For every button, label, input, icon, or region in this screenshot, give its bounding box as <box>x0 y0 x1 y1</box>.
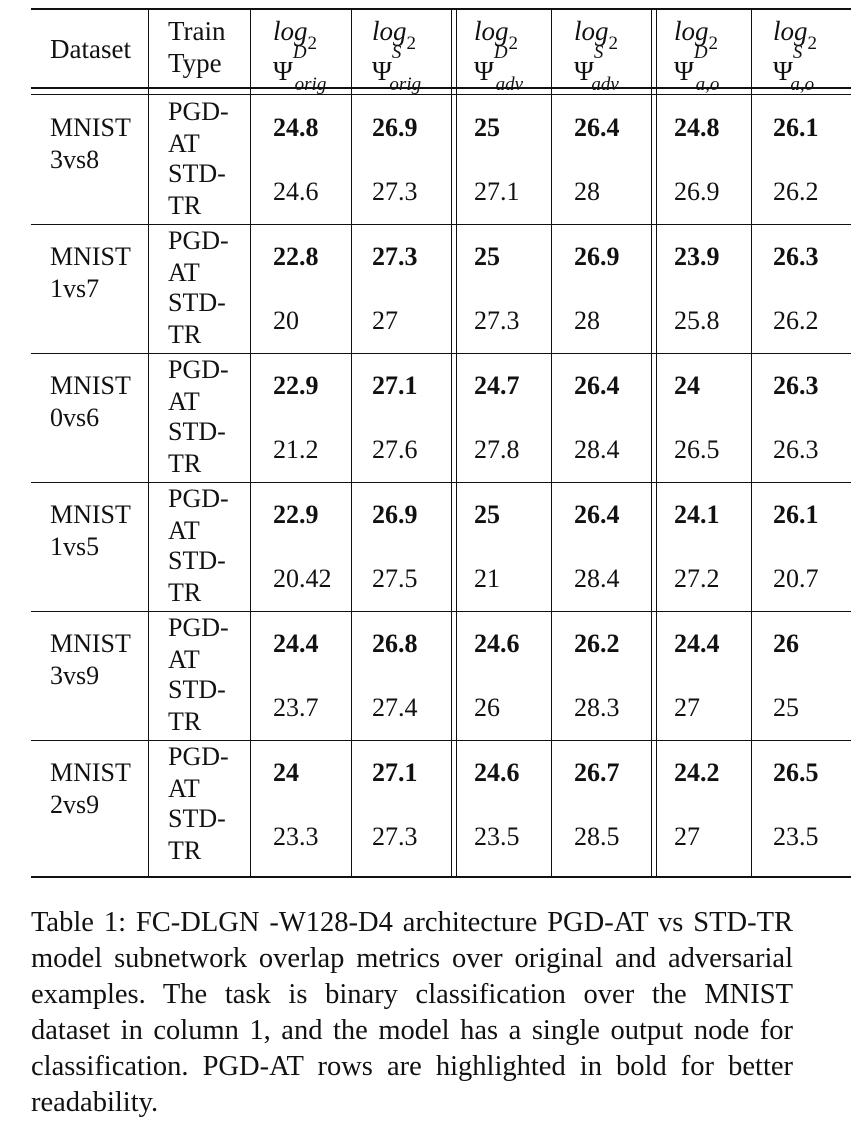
log-text: log <box>372 16 407 46</box>
std-value: 21 <box>474 564 500 593</box>
std-value: 26.3 <box>773 435 819 464</box>
std-value: 27 <box>674 822 700 851</box>
column-divider <box>148 8 149 878</box>
psi-symbol: Ψ <box>372 56 392 86</box>
pgd-value: 26.4 <box>574 500 620 529</box>
metric-subscript: a,o <box>695 74 720 96</box>
header-dataset: Dataset <box>50 34 131 64</box>
train-type-pgd: PGD- <box>168 742 229 771</box>
metric-subscript: a,o <box>790 74 815 96</box>
std-value: 27.3 <box>372 177 418 206</box>
top-rule <box>31 8 851 10</box>
metric-subscript: orig <box>389 74 422 96</box>
std-value: 28.4 <box>574 435 620 464</box>
dataset-name: MNIST <box>50 113 131 142</box>
metric-superscript: D <box>493 42 508 63</box>
pgd-value: 26.5 <box>773 758 819 787</box>
header-psi-metric <box>372 42 422 96</box>
dataset-name: MNIST <box>50 629 131 658</box>
train-type-std: STD- <box>168 417 226 446</box>
header-psi-metric <box>574 42 619 96</box>
group-divider <box>31 482 851 483</box>
column-divider <box>751 8 752 878</box>
std-value: 28.4 <box>574 564 620 593</box>
pgd-value: 24 <box>674 371 700 400</box>
train-type-std: TR <box>168 707 202 736</box>
pgd-value: 26.1 <box>773 113 819 142</box>
train-type-pgd: AT <box>168 129 200 158</box>
pgd-value: 26.9 <box>574 242 620 271</box>
std-value: 27.2 <box>674 564 720 593</box>
dataset-name: MNIST <box>50 500 131 529</box>
dataset-pair: 1vs7 <box>50 274 100 303</box>
pgd-value: 26.9 <box>372 500 418 529</box>
header-rule <box>31 87 851 89</box>
std-value: 27.1 <box>474 177 520 206</box>
group-divider <box>31 740 851 741</box>
pgd-value: 27.3 <box>372 242 418 271</box>
pgd-value: 22.9 <box>273 371 319 400</box>
train-type-std: TR <box>168 320 202 349</box>
train-type-pgd: AT <box>168 645 200 674</box>
header-psi-metric <box>674 42 720 96</box>
metric-superscript: D <box>292 42 307 63</box>
train-type-pgd: PGD- <box>168 484 229 513</box>
pgd-value: 25 <box>474 113 500 142</box>
psi-symbol: Ψ <box>574 56 594 86</box>
pgd-value: 22.9 <box>273 500 319 529</box>
header-psi-metric <box>474 42 524 96</box>
header-psi-metric <box>273 42 327 96</box>
pgd-value: 24.7 <box>474 371 520 400</box>
column-divider <box>656 8 657 878</box>
log-base: 2 <box>708 33 719 55</box>
std-value: 27.3 <box>372 822 418 851</box>
train-type-std: TR <box>168 191 202 220</box>
group-divider <box>31 224 851 225</box>
log-text: log <box>474 16 509 46</box>
pgd-value: 26.3 <box>773 371 819 400</box>
column-divider <box>250 8 251 878</box>
std-value: 25 <box>773 693 799 722</box>
group-divider <box>31 611 851 612</box>
std-value: 28 <box>574 177 600 206</box>
train-type-pgd: PGD- <box>168 613 229 642</box>
column-divider <box>651 8 652 878</box>
pgd-value: 26.8 <box>372 629 418 658</box>
std-value: 26.2 <box>773 177 819 206</box>
std-value: 20.7 <box>773 564 819 593</box>
pgd-value: 26.2 <box>574 629 620 658</box>
std-value: 27.5 <box>372 564 418 593</box>
std-value: 23.5 <box>773 822 819 851</box>
psi-symbol: Ψ <box>474 56 494 86</box>
header-train-type: Train <box>168 16 226 46</box>
std-value: 26.9 <box>674 177 720 206</box>
log-base: 2 <box>608 33 619 55</box>
pgd-value: 24 <box>273 758 299 787</box>
log-text: log <box>674 16 709 46</box>
log-text: log <box>574 16 609 46</box>
table-caption: Table 1: FC-DLGN -W128-D4 architecture PGD-AT vs STD-TR model subnetwork overlap metrics over original and adversarial examples. The task is binary classification over the MNIST dataset in column 1, and the model has a single output node for classification. PGD-AT rows are highlighted in bold for better readability. <box>31 907 793 1118</box>
log-base: 2 <box>307 33 318 55</box>
train-type-std: TR <box>168 449 202 478</box>
log-text: log <box>273 16 308 46</box>
pgd-value: 26.7 <box>574 758 620 787</box>
pgd-value: 25 <box>474 242 500 271</box>
dataset-pair: 1vs5 <box>50 532 100 561</box>
std-value: 24.6 <box>273 177 319 206</box>
dataset-pair: 0vs6 <box>50 403 100 432</box>
psi-symbol: Ψ <box>273 56 293 86</box>
header-psi-metric <box>773 42 815 96</box>
log-base: 2 <box>807 33 818 55</box>
std-value: 27.8 <box>474 435 520 464</box>
pgd-value: 23.9 <box>674 242 720 271</box>
std-value: 25.8 <box>674 306 720 335</box>
std-value: 27.4 <box>372 693 418 722</box>
train-type-pgd: AT <box>168 258 200 287</box>
train-type-pgd: AT <box>168 516 200 545</box>
column-divider <box>451 8 452 878</box>
dataset-name: MNIST <box>50 758 131 787</box>
metric-superscript: S <box>391 42 402 63</box>
train-type-std: STD- <box>168 675 226 704</box>
std-value: 26 <box>474 693 500 722</box>
pgd-value: 24.6 <box>474 629 520 658</box>
pgd-value: 24.4 <box>273 629 319 658</box>
train-type-pgd: AT <box>168 387 200 416</box>
metric-subscript: orig <box>294 74 327 96</box>
column-divider <box>456 8 457 878</box>
std-value: 27.3 <box>474 306 520 335</box>
pgd-value: 26.1 <box>773 500 819 529</box>
std-value: 28 <box>574 306 600 335</box>
std-value: 20.42 <box>273 564 332 593</box>
std-value: 23.5 <box>474 822 520 851</box>
std-value: 27 <box>372 306 398 335</box>
pgd-value: 24.4 <box>674 629 720 658</box>
metric-superscript: S <box>593 42 604 63</box>
dataset-name: MNIST <box>50 242 131 271</box>
train-type-pgd: PGD- <box>168 355 229 384</box>
train-type-pgd: PGD- <box>168 97 229 126</box>
std-value: 27.6 <box>372 435 418 464</box>
pgd-value: 26.4 <box>574 113 620 142</box>
psi-symbol: Ψ <box>674 56 694 86</box>
dataset-pair: 3vs9 <box>50 661 100 690</box>
group-divider <box>31 353 851 354</box>
column-divider <box>351 8 352 878</box>
pgd-value: 27.1 <box>372 371 418 400</box>
train-type-pgd: AT <box>168 774 200 803</box>
std-value: 26.2 <box>773 306 819 335</box>
log-base: 2 <box>508 33 519 55</box>
pgd-value: 27.1 <box>372 758 418 787</box>
pgd-value: 24.1 <box>674 500 720 529</box>
dataset-pair: 2vs9 <box>50 790 100 819</box>
pgd-value: 26.4 <box>574 371 620 400</box>
train-type-pgd: PGD- <box>168 226 229 255</box>
std-value: 23.3 <box>273 822 319 851</box>
train-type-std: STD- <box>168 288 226 317</box>
metric-superscript: D <box>693 42 708 63</box>
psi-symbol: Ψ <box>773 56 793 86</box>
pgd-value: 26.3 <box>773 242 819 271</box>
train-type-std: STD- <box>168 546 226 575</box>
pgd-value: 26 <box>773 629 799 658</box>
log-text: log <box>773 16 808 46</box>
std-value: 28.3 <box>574 693 620 722</box>
bottom-rule <box>31 876 851 878</box>
metric-subscript: adv <box>591 74 619 96</box>
pgd-value: 25 <box>474 500 500 529</box>
header-train-type: Type <box>168 48 222 78</box>
std-value: 28.5 <box>574 822 620 851</box>
train-type-std: STD- <box>168 804 226 833</box>
metric-superscript: S <box>792 42 803 63</box>
dataset-name: MNIST <box>50 371 131 400</box>
pgd-value: 24.8 <box>273 113 319 142</box>
train-type-std: STD- <box>168 159 226 188</box>
metric-subscript: adv <box>495 74 524 96</box>
train-type-std: TR <box>168 578 202 607</box>
pgd-value: 22.8 <box>273 242 319 271</box>
header-rule-2 <box>31 94 851 95</box>
std-value: 20 <box>273 306 299 335</box>
pgd-value: 24.8 <box>674 113 720 142</box>
std-value: 26.5 <box>674 435 720 464</box>
std-value: 27 <box>674 693 700 722</box>
dataset-pair: 3vs8 <box>50 145 100 174</box>
column-divider <box>551 8 552 878</box>
std-value: 21.2 <box>273 435 319 464</box>
pgd-value: 24.2 <box>674 758 720 787</box>
pgd-value: 26.9 <box>372 113 418 142</box>
log-base: 2 <box>406 33 417 55</box>
std-value: 23.7 <box>273 693 319 722</box>
train-type-std: TR <box>168 836 202 865</box>
pgd-value: 24.6 <box>474 758 520 787</box>
